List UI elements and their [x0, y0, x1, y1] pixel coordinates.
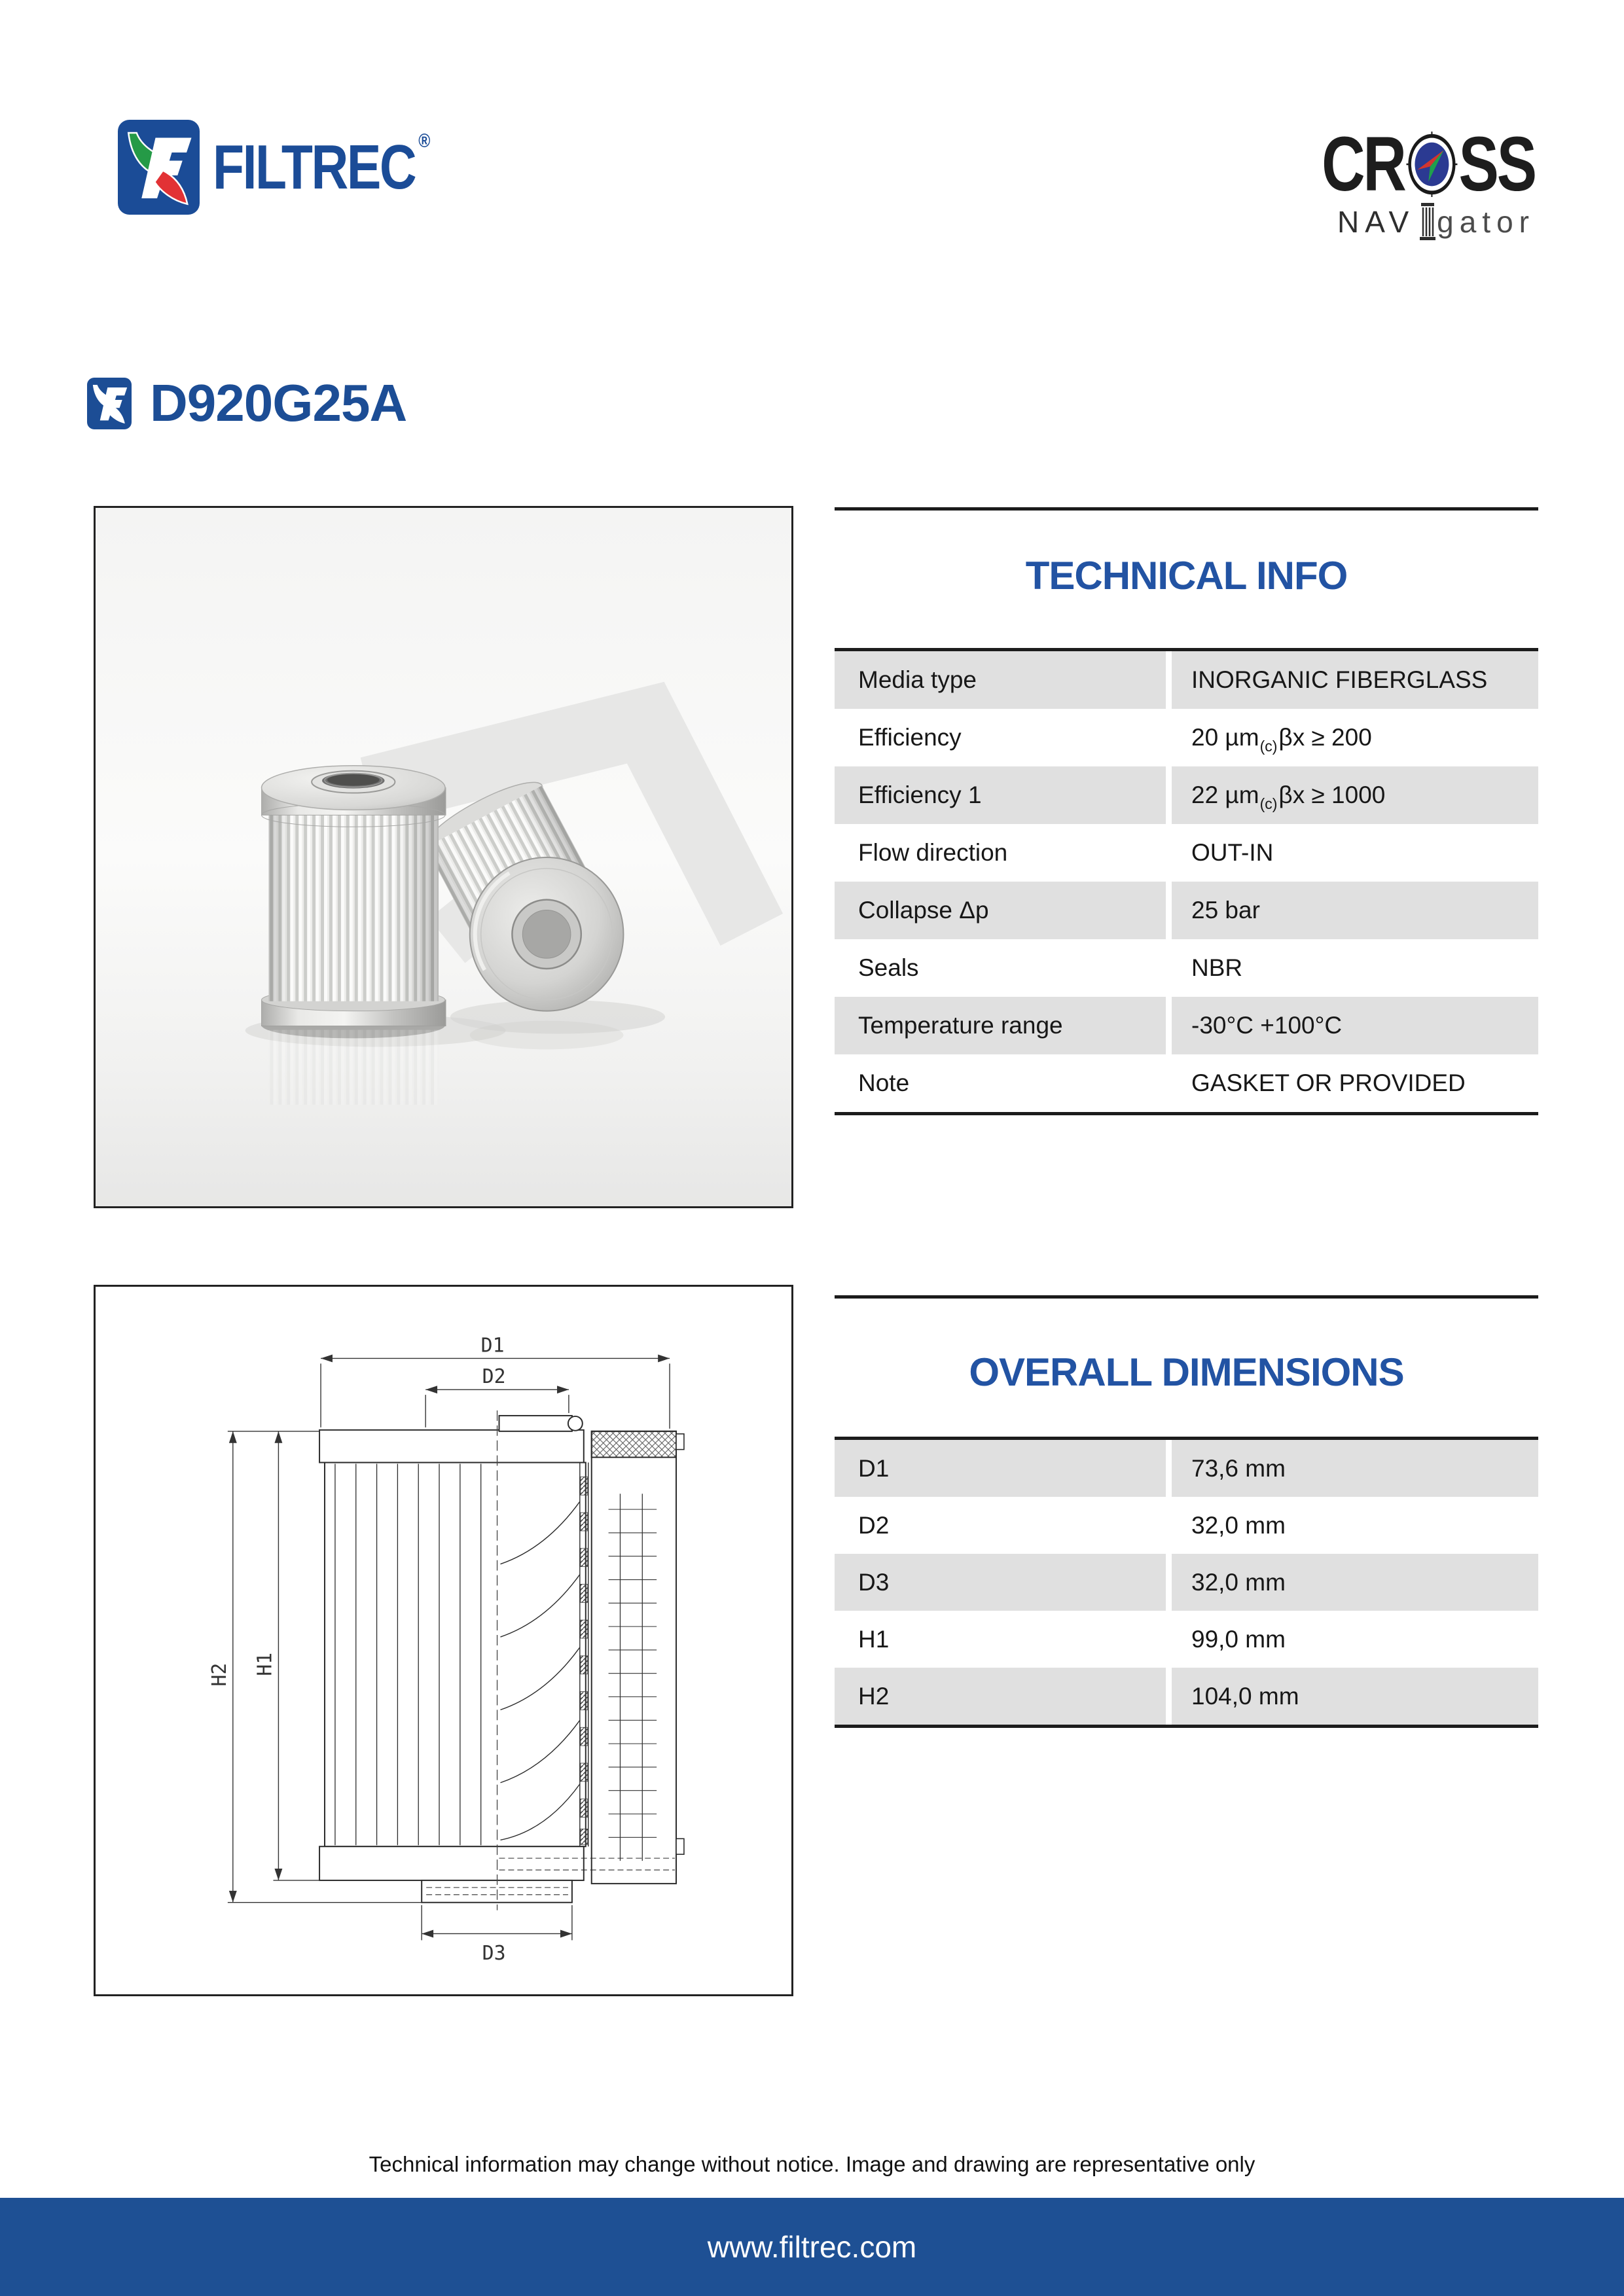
row-label: D3 — [835, 1554, 1166, 1611]
column-gutter — [1166, 1668, 1172, 1725]
table-row — [835, 766, 1538, 824]
website-url: www.filtrec.com — [707, 2230, 917, 2264]
column-gutter — [1166, 1554, 1172, 1611]
nav-text: NAV — [1337, 205, 1415, 239]
row-label: Collapse Δp — [835, 882, 1166, 939]
filtrec-bullet-icon — [87, 378, 132, 429]
row-label: H1 — [858, 1625, 890, 1653]
row-value: 32,0 mm — [1191, 1511, 1286, 1539]
row-value: 104,0 mm — [1172, 1668, 1538, 1725]
row-label: Efficiency 1 — [835, 766, 1166, 824]
table-row — [835, 1054, 1538, 1112]
dimensions-top-rule — [835, 1295, 1538, 1299]
filtrec-logo — [118, 120, 476, 215]
technical-drawing — [94, 1285, 793, 1996]
dimensions-title: OVERALL DIMENSIONS — [969, 1350, 1404, 1394]
value-subscript: (c) — [1259, 795, 1278, 812]
row-value — [1172, 766, 1538, 824]
value-main: 22 µm — [1191, 781, 1259, 808]
column-gutter — [1166, 709, 1172, 766]
dim-label-h2: H2 — [208, 1662, 231, 1687]
row-value: OUT-IN — [1191, 839, 1274, 866]
footer-bar — [0, 2198, 1624, 2296]
column-gutter — [1166, 824, 1172, 882]
tech-info-top-rule — [835, 507, 1538, 511]
cross-right-text: SS — [1458, 121, 1535, 207]
cross-left-text: CR — [1322, 121, 1405, 207]
table-row — [835, 1440, 1538, 1497]
column-gutter — [1166, 997, 1172, 1054]
product-code: D920G25A — [150, 374, 407, 432]
value-rest: βx ≥ 200 — [1278, 724, 1372, 751]
column-gutter — [1166, 651, 1172, 709]
dim-label-d2: D2 — [482, 1365, 506, 1389]
row-label: Efficiency — [858, 724, 962, 751]
filtrec-wordmark-text: FILTREC — [213, 132, 416, 202]
row-value: -30°C +100°C — [1172, 997, 1538, 1054]
column-gutter — [1166, 766, 1172, 824]
registered-trademark: ® — [418, 130, 429, 152]
technical-drawing-svg — [96, 1287, 791, 1994]
column-gutter — [1166, 1054, 1172, 1112]
table-row — [835, 882, 1538, 939]
cross-wordmark — [1316, 121, 1535, 207]
row-label: D2 — [858, 1511, 890, 1539]
column-gutter — [1166, 1497, 1172, 1554]
product-title-row — [87, 376, 406, 431]
dim-label-h1: H1 — [253, 1652, 277, 1676]
row-label: D1 — [835, 1440, 1166, 1497]
gator-text: gator — [1437, 205, 1535, 239]
column-gutter — [1166, 1611, 1172, 1668]
row-value: 25 bar — [1172, 882, 1538, 939]
cross-navigator-logo — [1254, 121, 1535, 241]
table-row — [835, 1611, 1538, 1668]
value-rest: βx ≥ 1000 — [1278, 781, 1386, 808]
table-row — [835, 997, 1538, 1054]
row-value: GASKET OR PROVIDED — [1191, 1069, 1466, 1096]
column-gutter — [1166, 882, 1172, 939]
row-value: NBR — [1191, 954, 1243, 981]
value-subscript: (c) — [1259, 737, 1278, 755]
row-label: Media type — [835, 651, 1166, 709]
navigator-wordmark — [1254, 203, 1535, 241]
column-gutter — [1166, 939, 1172, 997]
table-row — [835, 1668, 1538, 1725]
table-row — [835, 709, 1538, 766]
filtrec-monogram-icon — [118, 120, 200, 215]
tech-info-table — [835, 648, 1538, 1115]
row-value: 32,0 mm — [1172, 1554, 1538, 1611]
row-value: 99,0 mm — [1191, 1625, 1286, 1653]
product-photo-render — [96, 508, 791, 1206]
standing-filter-element — [262, 766, 446, 1105]
row-value — [1172, 709, 1538, 766]
column-icon — [1420, 203, 1435, 241]
table-row — [835, 1497, 1538, 1554]
column-gutter — [1166, 1440, 1172, 1497]
row-label: H2 — [835, 1668, 1166, 1725]
table-row — [835, 1554, 1538, 1611]
row-label: Temperature range — [835, 997, 1166, 1054]
table-row — [835, 939, 1538, 997]
row-label: Note — [858, 1069, 910, 1096]
tech-info-title: TECHNICAL INFO — [1025, 554, 1348, 598]
row-label: Seals — [858, 954, 919, 981]
dim-label-d3: D3 — [482, 1942, 506, 1965]
row-label: Flow direction — [858, 839, 1008, 866]
value-main: 20 µm — [1191, 724, 1259, 751]
row-value: 73,6 mm — [1172, 1440, 1538, 1497]
row-value: INORGANIC FIBERGLASS — [1172, 651, 1538, 709]
dimensions-table — [835, 1437, 1538, 1728]
table-row — [835, 824, 1538, 882]
dim-label-d1: D1 — [480, 1334, 505, 1357]
table-row — [835, 651, 1538, 709]
product-photo — [94, 506, 793, 1208]
compass-icon — [1406, 132, 1457, 197]
disclaimer-text: Technical information may change without notice. Image and drawing are representative only — [369, 2152, 1255, 2176]
filtrec-wordmark — [213, 120, 429, 215]
